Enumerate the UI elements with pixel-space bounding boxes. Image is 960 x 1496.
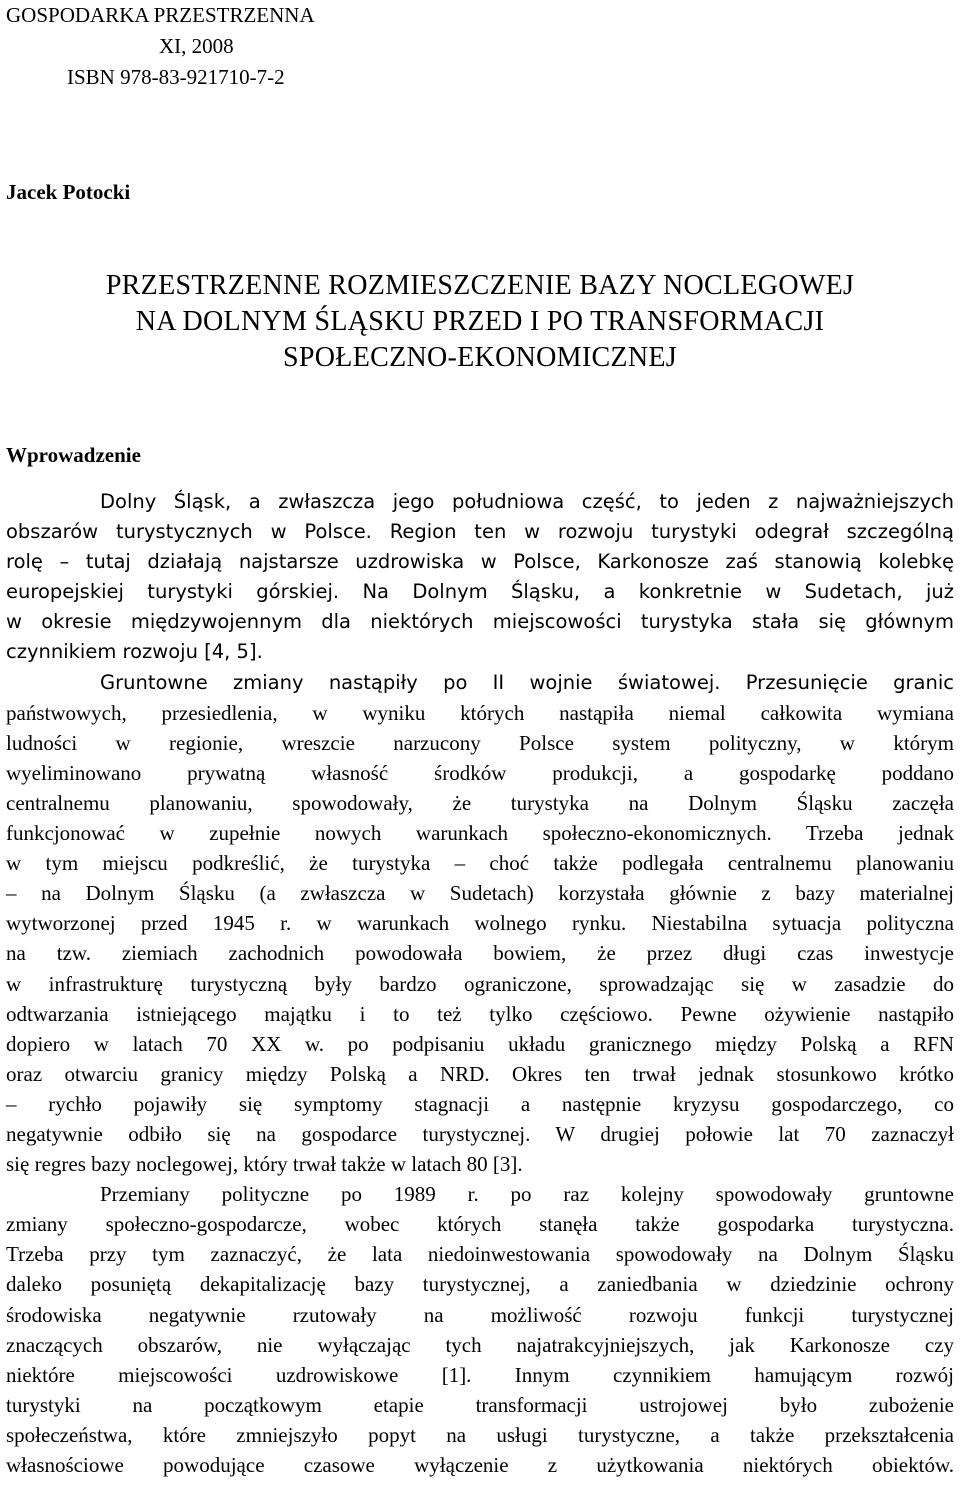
text-line: obszarów turystycznych w Polsce. Region ten w rozwoju turystyki odegrał szczególną bbox=[6, 520, 954, 544]
text-line: rolę – tutaj działają najstarsze uzdrowiska w Polsce, Karkonosze zaś stanowią kolebkę bbox=[6, 550, 954, 574]
author-name: Jacek Potocki bbox=[6, 180, 131, 204]
text-line: zmiany społeczno-gospodarcze, wobec których stanęła także gospodarka turystyczna. bbox=[6, 1212, 954, 1237]
document-page bbox=[6, 0, 954, 1477]
text-line: oraz otwarciu granicy między Polską a NRD. Okres ten trwał jednak stosunkowo krótko bbox=[6, 1061, 954, 1086]
text-line: europejskiej turystyki górskiej. Na Dolnym Śląsku, a konkretnie w Sudetach, już bbox=[6, 580, 954, 604]
isbn: ISBN 978-83-921710-7-2 bbox=[67, 65, 285, 89]
text-line: dopiero w latach 70 XX w. po podpisaniu układu granicznego między Polską a RFN bbox=[6, 1031, 954, 1056]
text-line: społeczeństwa, które zmniejszyło popyt na usługi turystyczne, a także przekształcenia bbox=[6, 1422, 954, 1447]
text-line: funkcjonować w zupełnie nowych warunkach społeczno-ekonomicznych. Trzeba jednak bbox=[6, 821, 954, 846]
body-text bbox=[6, 487, 954, 1480]
text-line: czynnikiem rozwoju [4, 5]. bbox=[6, 640, 263, 664]
text-line: znaczących obszarów, nie wyłączając tych najatrakcyjniejszych, jak Karkonosze czy bbox=[6, 1332, 954, 1357]
journal-name: GOSPODARKA PRZESTRZENNA bbox=[6, 3, 315, 27]
article-title bbox=[6, 268, 954, 376]
text-line: daleko posuniętą dekapitalizację bazy turystycznej, a zaniedbania w dziedzinie ochrony bbox=[6, 1272, 954, 1297]
text-line: negatywnie odbiło się na gospodarce turystycznej. W drugiej połowie lat 70 zaznaczył bbox=[6, 1121, 954, 1146]
text-line: wyeliminowano prywatną własność środków produkcji, a gospodarkę poddano bbox=[6, 760, 954, 785]
text-line: środowiska negatywnie rzutowały na możliwość rozwoju funkcji turystycznej bbox=[6, 1302, 954, 1327]
text-line: niektóre miejscowości uzdrowiskowe [1]. Innym czynnikiem hamującym rozwój bbox=[6, 1362, 954, 1387]
text-line: Przemiany polityczne po 1989 r. po raz kolejny spowodowały gruntowne bbox=[100, 1182, 954, 1207]
issue-info: XI, 2008 bbox=[159, 34, 234, 58]
text-line: państwowych, przesiedlenia, w wyniku których nastąpiła niemal całkowita wymiana bbox=[6, 700, 954, 725]
text-line: w okresie międzywojennym dla niektórych miejscowości turystyka stała się głównym bbox=[6, 610, 954, 634]
title-line: NA DOLNYM ŚLĄSKU PRZED I PO TRANSFORMACJI bbox=[135, 306, 825, 337]
text-line: – na Dolnym Śląsku (a zwłaszcza w Sudetach) korzystała głównie z bazy materialnej bbox=[6, 881, 954, 906]
text-line: wytworzonej przed 1945 r. w warunkach wolnego rynku. Niestabilna sytuacja polityczna bbox=[6, 911, 954, 936]
text-line: się regres bazy noclegowej, który trwał także w latach 80 [3]. bbox=[6, 1152, 523, 1177]
text-line: w tym miejscu podkreślić, że turystyka – choć także podlegała centralnemu planowaniu bbox=[6, 851, 954, 876]
text-line: Gruntowne zmiany nastąpiły po II wojnie światowej. Przesunięcie granic bbox=[100, 670, 954, 694]
publication-header bbox=[6, 0, 954, 93]
section-heading: Wprowadzenie bbox=[6, 443, 141, 467]
text-line: turystyki na początkowym etapie transformacji ustrojowej było zubożenie bbox=[6, 1392, 954, 1417]
text-line: odtwarzania istniejącego majątku i to też tylko częściowo. Pewne ożywienie nastąpiło bbox=[6, 1001, 954, 1026]
text-line: Dolny Śląsk, a zwłaszcza jego południowa część, to jeden z najważniejszych bbox=[100, 490, 954, 513]
title-line: SPOŁECZNO-EKONOMICZNEJ bbox=[283, 342, 677, 373]
text-line: ludności w regionie, wreszcie narzucony Polsce system polityczny, w którym bbox=[6, 730, 954, 755]
text-line: na tzw. ziemiach zachodnich powodowała bowiem, że przez długi czas inwestycje bbox=[6, 941, 954, 966]
text-line: własnościowe powodujące czasowe wyłączenie z użytkowania niektórych obiektów. bbox=[6, 1453, 954, 1477]
text-line: centralnemu planowaniu, spowodowały, że turystyka na Dolnym Śląsku zaczęła bbox=[6, 790, 954, 815]
title-line: PRZESTRZENNE ROZMIESZCZENIE BAZY NOCLEGOWEJ bbox=[105, 270, 855, 301]
text-line: – rychło pojawiły się symptomy stagnacji a następnie kryzysu gospodarczego, co bbox=[6, 1091, 954, 1116]
text-line: w infrastrukturę turystyczną były bardzo ograniczone, sprowadzając się w zasadzie do bbox=[6, 971, 954, 996]
text-line: Trzeba przy tym zaznaczyć, że lata niedoinwestowania spowodowały na Dolnym Śląsku bbox=[6, 1242, 954, 1267]
